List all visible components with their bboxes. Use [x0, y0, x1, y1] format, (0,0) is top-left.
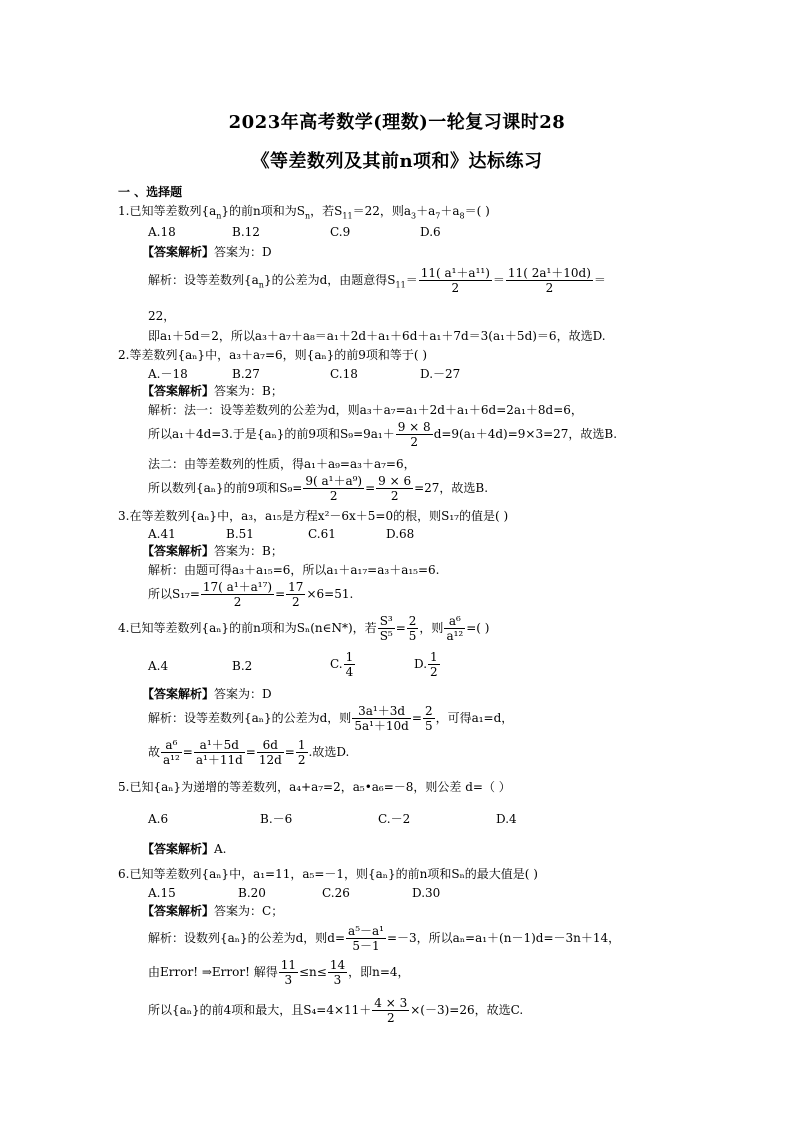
question-1-stem: 1.已知等差数列$\{a_n\}$的前n项和为$S_n$，若$S_{11}=22$，则$a_3+a_7+a_8=$( )	[118, 204, 490, 221]
fraction: $\frac{\text{17( a¹＋a¹⁷)}}{2}$	[202, 580, 273, 609]
q4-option-b: B.2	[232, 659, 253, 673]
fraction: $\frac{9 \times 8}{2}$	[397, 420, 431, 449]
q5-option-a: A.6	[148, 812, 169, 826]
q4-solution-line-1: 解析：设等差数列{aₙ}的公差为d，则 $\frac{\text{3a¹＋3d}}{\text{5a¹＋10d}}$ = $\frac{2}{5}$ ，可得a₁=d，	[148, 704, 514, 733]
q6-option-c: C.26	[322, 886, 350, 900]
q1-solution-line-3: 即a₁＋5d＝2，所以a₃＋a₇＋a₈＝a₁＋2d＋a₁＋6d＋a₁＋7d＝3(a₁＋5d)＝6，故选D.	[148, 329, 606, 343]
q3-option-c: C.61	[308, 527, 336, 541]
q3-option-a: A.41	[148, 527, 176, 541]
fraction: $\frac{4 \times 3}{2}$	[374, 996, 408, 1025]
q4-answer: 【答案解析】答案为：D	[142, 687, 272, 701]
q3-solution-line-2: 所以S₁₇= $\frac{\text{17( a¹＋a¹⁷)}}{2}$ = $\frac{17}{2}$ ×6=51.	[148, 580, 354, 609]
q5-answer: 【答案解析】A.	[142, 842, 227, 856]
q2-solution-line-1: 解析：法一：设等差数列的公差为d，则a₃＋a₇=a₁＋2d＋a₁＋6d=2a₁＋8d=6，	[148, 403, 583, 417]
fraction: $\frac{11}{3}$	[280, 958, 296, 987]
document-subtitle: 《等差数列及其前n项和》达标练习	[251, 151, 543, 172]
q3-option-d: D.68	[386, 527, 415, 541]
q1-option-a: A.18	[148, 225, 176, 239]
fraction: $\frac{6d}{12d}$	[258, 738, 282, 767]
fraction: $\frac{\text{a⁵－a¹}}{5-1}$	[348, 924, 384, 953]
q3-option-b: B.51	[226, 527, 254, 541]
q1-solution-line-2: 22，	[148, 309, 176, 323]
q1-solution-line-1: 解析：设等差数列$\{a_n\}$的公差为d，由题意得$S_{11}=$ $\frac{\text{11( a¹＋a¹¹)}}{2}$ ＝ $\frac{\text{11( 2a¹＋10d)}}{2}$ ＝	[148, 266, 606, 295]
q5-option-b: B.－6	[260, 812, 293, 826]
q4-option-c: C. $\frac{1}{4}$	[330, 650, 354, 679]
q2-solution-line-3: 法二：由等差数列的性质，得a₁＋a₉=a₃＋a₇=6，	[148, 457, 416, 471]
fraction: $\frac{2}{5}$	[424, 704, 433, 733]
q2-option-d: D.－27	[420, 367, 461, 381]
fraction: $\frac{\text{9( a¹＋a⁹)}}{2}$	[305, 474, 363, 503]
document-title: 2023年高考数学(理数)一轮复习课时28	[228, 112, 566, 133]
q6-option-d: D.30	[412, 886, 441, 900]
fraction: $\frac{1}{4}$	[345, 650, 354, 679]
fraction: $\frac{\text{11( a¹＋a¹¹)}}{2}$	[420, 266, 490, 295]
q6-answer: 【答案解析】答案为：C；	[142, 904, 284, 918]
q1-option-b: B.12	[232, 225, 260, 239]
q5-option-d: D.4	[496, 812, 517, 826]
question-3-stem: 3.在等差数列{aₙ}中，a₃，a₁₅是方程x²－6x＋5=0的根，则S₁₇的值是( )	[118, 509, 509, 523]
q2-option-b: B.27	[232, 367, 260, 381]
fraction: $\frac{\text{a⁶}}{\text{a¹²}}$	[163, 738, 180, 767]
q6-solution-line-3: 所以{aₙ}的前4项和最大，且S₄=4×11＋ $\frac{4 \times 3}{2}$ ×(－3)=26，故选C.	[148, 996, 524, 1025]
question-2-stem: 2.等差数列{aₙ}中，a₃＋a₇=6，则{aₙ}的前9项和等于( )	[118, 348, 428, 362]
q5-option-c: C.－2	[378, 812, 411, 826]
fraction: $\frac{\text{a⁶}}{\text{a¹²}}$	[446, 614, 464, 643]
fraction: $\frac{1}{2}$	[430, 650, 438, 679]
fraction: $\frac{1}{2}$	[297, 738, 306, 767]
q6-solution-line-1: 解析：设数列{aₙ}的公差为d，则d= $\frac{\text{a⁵－a¹}}{5-1}$ =－3，所以aₙ=a₁＋(n－1)d=－3n＋14，	[148, 924, 621, 953]
q1-option-d: D.6	[420, 225, 441, 239]
q2-option-a: A.－18	[148, 367, 188, 381]
q6-solution-line-2: 由Error! ⇒Error! 解得 $\frac{11}{3}$ ≤n≤ $\frac{14}{3}$ ，即n=4，	[148, 958, 410, 987]
q1-option-c: C.9	[330, 225, 351, 239]
question-6-stem: 6.已知等差数列{aₙ}中，a₁=11，a₅=－1，则{aₙ}的前n项和Sₙ的最大值是( )	[118, 867, 538, 881]
q4-option-a: A.4	[148, 659, 169, 673]
q2-option-c: C.18	[330, 367, 358, 381]
q1-answer: 【答案解析】答案为：D	[142, 245, 272, 259]
fraction: $\frac{\text{11( 2a¹＋10d)}}{2}$	[507, 266, 591, 295]
q6-option-a: A.15	[148, 886, 176, 900]
fraction: $\frac{\text{3a¹＋3d}}{\text{5a¹＋10d}}$	[354, 704, 409, 733]
q4-solution-line-2: 故 $\frac{\text{a⁶}}{\text{a¹²}}$ = $\frac{\text{a¹＋5d}}{\text{a¹＋11d}}$ = $\frac{6d}{12d}$ = $\frac{1}{2}$ .故选D.	[148, 738, 350, 767]
fraction: $\frac{2}{5}$	[408, 614, 417, 643]
q3-solution-line-1: 解析：由题可得a₃＋a₁₅=6，所以a₁＋a₁₇=a₃＋a₁₅=6.	[148, 563, 440, 577]
q2-solution-line-4: 所以数列{aₙ}的前9项和S₉= $\frac{\text{9( a¹＋a⁹)}}{2}$ = $\frac{9 \times 6}{2}$ =27，故选B.	[148, 474, 489, 503]
fraction: $\frac{\text{a¹＋5d}}{\text{a¹＋11d}}$	[195, 738, 243, 767]
fraction: $\frac{\text{S³}}{\text{S⁵}}$	[379, 614, 393, 643]
q2-answer: 【答案解析】答案为：B；	[142, 384, 283, 398]
q2-solution-line-2: 所以a₁＋4d=3.于是{aₙ}的前9项和S₉=9a₁＋ $\frac{9 \times 8}{2}$ d=9(a₁＋4d)=9×3=27，故选B.	[148, 420, 618, 449]
q4-option-d: D. $\frac{1}{2}$	[414, 650, 438, 679]
question-5-stem: 5.已知{aₙ}为递增的等差数列，a₄+a₇=2，a₅•a₆=－8，则公差 d=（ ）	[118, 780, 511, 794]
fraction: $\frac{17}{2}$	[288, 580, 304, 609]
fraction: $\frac{14}{3}$	[329, 958, 346, 987]
question-4-stem: 4.已知等差数列{aₙ}的前n项和为Sₙ(n∈N*)，若 $\frac{\text{S³}}{\text{S⁵}}$ = $\frac{2}{5}$ ，则 $\frac{\text{a⁶}}{\text{a¹²}}$ =( )	[118, 614, 490, 643]
fraction: $\frac{9 \times 6}{2}$	[378, 474, 412, 503]
q3-answer: 【答案解析】答案为：B；	[142, 544, 283, 558]
q6-option-b: B.20	[238, 886, 266, 900]
section-heading: 一 、选择题	[118, 185, 183, 199]
